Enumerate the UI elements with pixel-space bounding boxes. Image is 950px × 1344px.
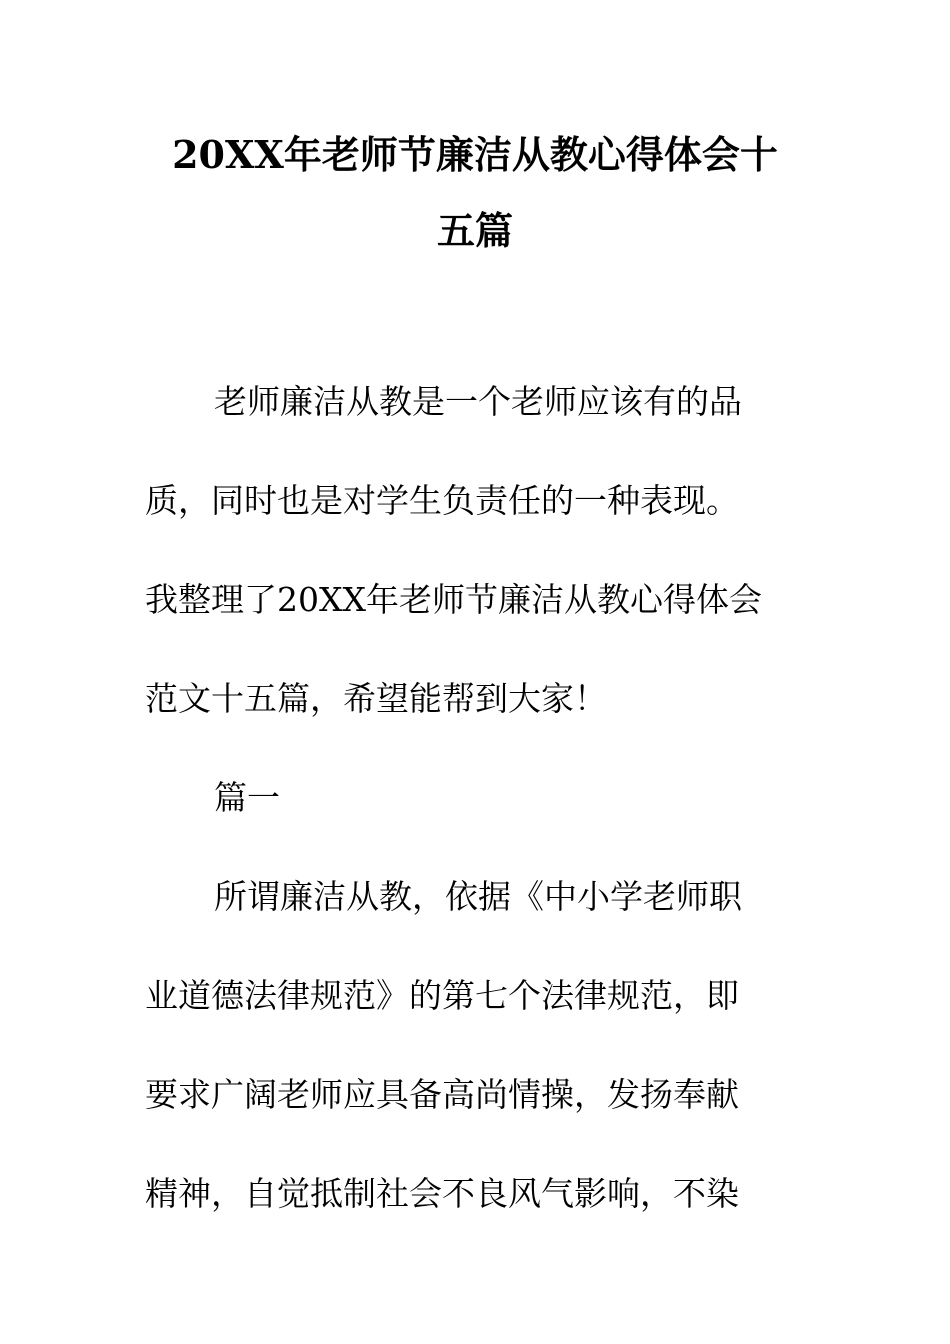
document-title-line-2: 五篇: [436, 208, 513, 253]
section-heading: 篇一: [214, 778, 280, 817]
document-title-line-1: 20XX年老师节廉洁从教心得体会十: [172, 132, 778, 177]
paragraph-line: 所谓廉洁从教，依据《中小学老师职: [214, 877, 742, 916]
paragraph-line: 质，同时也是对学生负责任的一种表现。: [145, 481, 739, 520]
paragraph-line: 要求广阔老师应具备高尚情操，发扬奉献: [145, 1075, 739, 1114]
paragraph-line: 精神，自觉抵制社会不良风气影响，不染: [145, 1174, 739, 1213]
paragraph-line: 业道德法律规范》的第七个法律规范，即: [145, 976, 739, 1015]
paragraph-line: 老师廉洁从教是一个老师应该有的品: [214, 382, 742, 421]
paragraph-line: 范文十五篇，希望能帮到大家！: [145, 679, 607, 718]
paragraph-line: 我整理了20XX年老师节廉洁从教心得体会: [145, 580, 762, 619]
